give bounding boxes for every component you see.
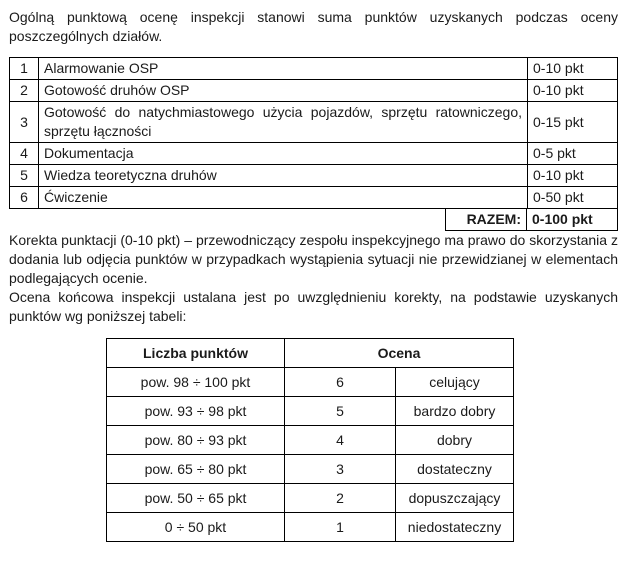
row-label: Gotowość druhów OSP [39, 80, 528, 102]
row-points: 0-50 pkt [528, 187, 618, 209]
header-points: Liczba punktów [107, 339, 285, 368]
row-label: Alarmowanie OSP [39, 58, 528, 80]
total-label: RAZEM: [445, 209, 527, 231]
row-points: 0-10 pkt [528, 165, 618, 187]
intro-paragraph: Ogólną punktową ocenę inspekcji stanowi suma punktów uzyskanych podczas oceny poszczególnych działów. [9, 9, 618, 44]
total-points: 0-100 pkt [527, 209, 618, 231]
header-grade: Ocena [285, 339, 514, 368]
grade-range: pow. 98 ÷ 100 pkt [107, 368, 285, 397]
score-table [9, 57, 618, 209]
score-table-row [10, 165, 618, 187]
row-points: 0-10 pkt [528, 80, 618, 102]
grade-name: dobry [396, 426, 514, 455]
grade-range: pow. 93 ÷ 98 pkt [107, 397, 285, 426]
grade-number: 4 [285, 426, 396, 455]
row-points: 0-15 pkt [528, 102, 618, 143]
grade-table-header-row [107, 339, 514, 368]
score-table-row [10, 102, 618, 143]
grade-table-row [107, 484, 514, 513]
row-label: Dokumentacja [39, 143, 528, 165]
score-table-row [10, 187, 618, 209]
grade-range: pow. 80 ÷ 93 pkt [107, 426, 285, 455]
row-label: Ćwiczenie [39, 187, 528, 209]
grade-range: pow. 50 ÷ 65 pkt [107, 484, 285, 513]
row-points: 0-10 pkt [528, 58, 618, 80]
score-total-row [9, 209, 618, 231]
grade-name: bardzo dobry [396, 397, 514, 426]
grade-number: 1 [285, 513, 396, 542]
grade-table-row [107, 397, 514, 426]
grade-number: 2 [285, 484, 396, 513]
row-number: 6 [10, 187, 39, 209]
grade-table-row [107, 368, 514, 397]
grade-table-row [107, 455, 514, 484]
score-table-row [10, 80, 618, 102]
grade-number: 6 [285, 368, 396, 397]
row-number: 2 [10, 80, 39, 102]
grade-name: niedostateczny [396, 513, 514, 542]
row-number: 1 [10, 58, 39, 80]
grade-name: celujący [396, 368, 514, 397]
grade-range: pow. 65 ÷ 80 pkt [107, 455, 285, 484]
score-table-row [10, 143, 618, 165]
grade-name: dostateczny [396, 455, 514, 484]
grade-range: 0 ÷ 50 pkt [107, 513, 285, 542]
row-number: 3 [10, 102, 39, 143]
total-spacer [9, 209, 445, 231]
grade-number: 3 [285, 455, 396, 484]
grade-number: 5 [285, 397, 396, 426]
row-points: 0-5 pkt [528, 143, 618, 165]
grade-table-row [107, 513, 514, 542]
row-label: Gotowość do natychmiastowego użycia pojazdów, sprzętu ratowniczego, sprzętu łączności [39, 102, 528, 143]
grade-name: dopuszczający [396, 484, 514, 513]
grade-table [106, 338, 514, 542]
row-number: 4 [10, 143, 39, 165]
grade-table-row [107, 426, 514, 455]
score-table-row [10, 58, 618, 80]
final-grade-paragraph: Ocena końcowa inspekcji ustalana jest po uwzględnieniu korekty, na podstawie uzyskanych punktów wg poniższej tabeli: [9, 289, 618, 324]
row-number: 5 [10, 165, 39, 187]
row-label: Wiedza teoretyczna druhów [39, 165, 528, 187]
correction-paragraph: Korekta punktacji (0-10 pkt) – przewodniczący zespołu inspekcyjnego ma prawo do skorzystania z dodania lub odjęcia punktów w przypadkach wystąpienia sytuacji nie przewidzianej w elementach podlegających ocenie. [9, 232, 618, 286]
